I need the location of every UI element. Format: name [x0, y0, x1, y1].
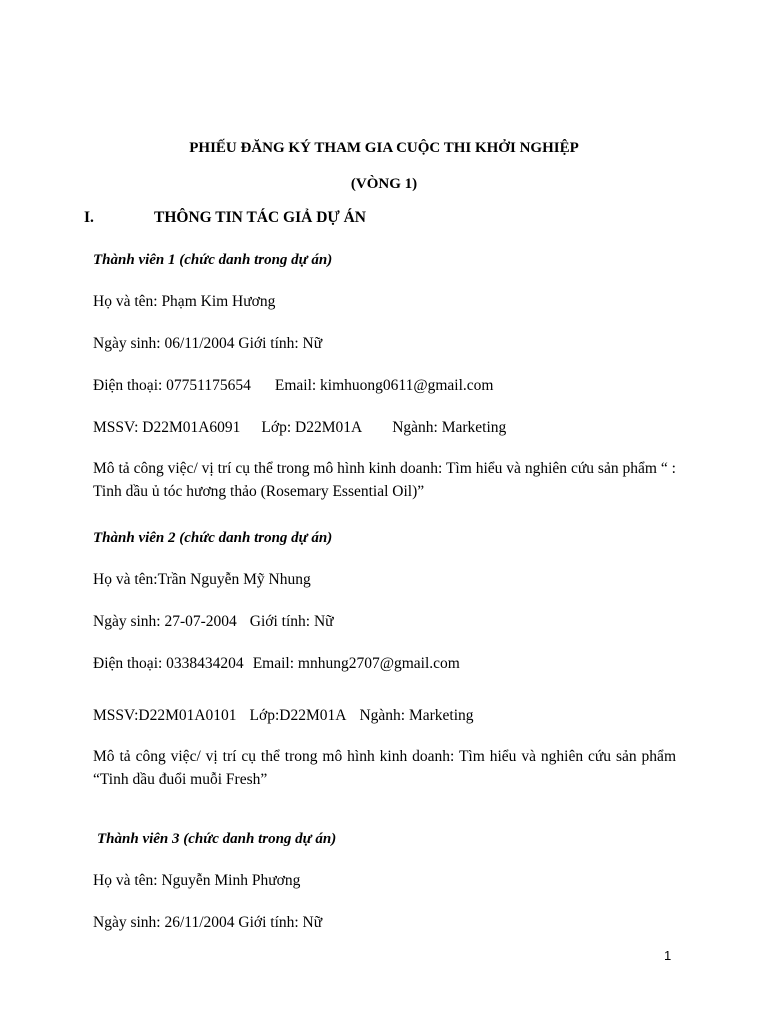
- member-1-description: Mô tả công việc/ vị trí cụ thể trong mô hình kinh doanh: Tìm hiểu và nghiên cứu sản phẩm “ : Tinh dầu ủ tóc hương thảo (Rosemary Essential Oil)”: [93, 460, 676, 500]
- member-2-student-info: [93, 706, 676, 726]
- member-1-phone: Điện thoại: 07751175654: [93, 377, 251, 394]
- member-2-class: Lớp:D22M01A: [249, 707, 347, 724]
- section-heading: [84, 208, 667, 228]
- member-1-name: Họ và tên: Phạm Kim Hương: [93, 293, 276, 310]
- member-2-email: Email: mnhung2707@gmail.com: [252, 655, 460, 672]
- round-label: (VÒNG 1): [350, 176, 418, 192]
- member-1-heading: Thành viên 1 (chức danh trong dự án): [93, 252, 333, 268]
- member-1-class: Lớp: D22M01A: [261, 419, 363, 436]
- document-title: PHIẾU ĐĂNG KÝ THAM GIA CUỘC THI KHỞI NGHIỆP: [189, 140, 579, 156]
- member-2-dob-gender: [93, 612, 676, 632]
- member-2-heading: Thành viên 2 (chức danh trong dự án): [93, 530, 333, 546]
- page-number: 1: [664, 948, 672, 963]
- member-2-phone: Điện thoại: 0338434204: [93, 655, 244, 672]
- member-1-major: Ngành: Marketing: [392, 419, 507, 436]
- member-1-contact: [93, 376, 676, 396]
- member-3-name: Họ và tên: Nguyễn Minh Phương: [93, 872, 301, 889]
- member-2-mssv: MSSV:D22M01A0101: [93, 707, 237, 724]
- section-number: I.: [84, 209, 94, 226]
- member-2-dob: Ngày sinh: 27-07-2004: [93, 613, 237, 630]
- member-3-dob-gender: Ngày sinh: 26/11/2004 Giới tính: Nữ: [93, 914, 323, 931]
- member-2-gender: Giới tính: Nữ: [249, 613, 334, 630]
- member-1-dob-gender: Ngày sinh: 06/11/2004 Giới tính: Nữ: [93, 335, 323, 352]
- member-2-description: Mô tả công việc/ vị trí cụ thể trong mô hình kinh doanh: Tìm hiểu và nghiên cứu sản phẩm “Tinh dầu đuổi muỗi Fresh”: [93, 748, 676, 788]
- member-2-major: Ngành: Marketing: [359, 707, 474, 724]
- section-title: THÔNG TIN TÁC GIẢ DỰ ÁN: [154, 209, 367, 226]
- member-1-student-info: [93, 418, 676, 438]
- member-2-name: Họ và tên:Trần Nguyễn Mỹ Nhung: [93, 571, 311, 588]
- member-3-heading: Thành viên 3 (chức danh trong dự án): [97, 831, 337, 847]
- member-1-mssv: MSSV: D22M01A6091: [93, 419, 241, 436]
- member-1-email: Email: kimhuong0611@gmail.com: [274, 377, 494, 394]
- member-2-contact: [93, 654, 676, 674]
